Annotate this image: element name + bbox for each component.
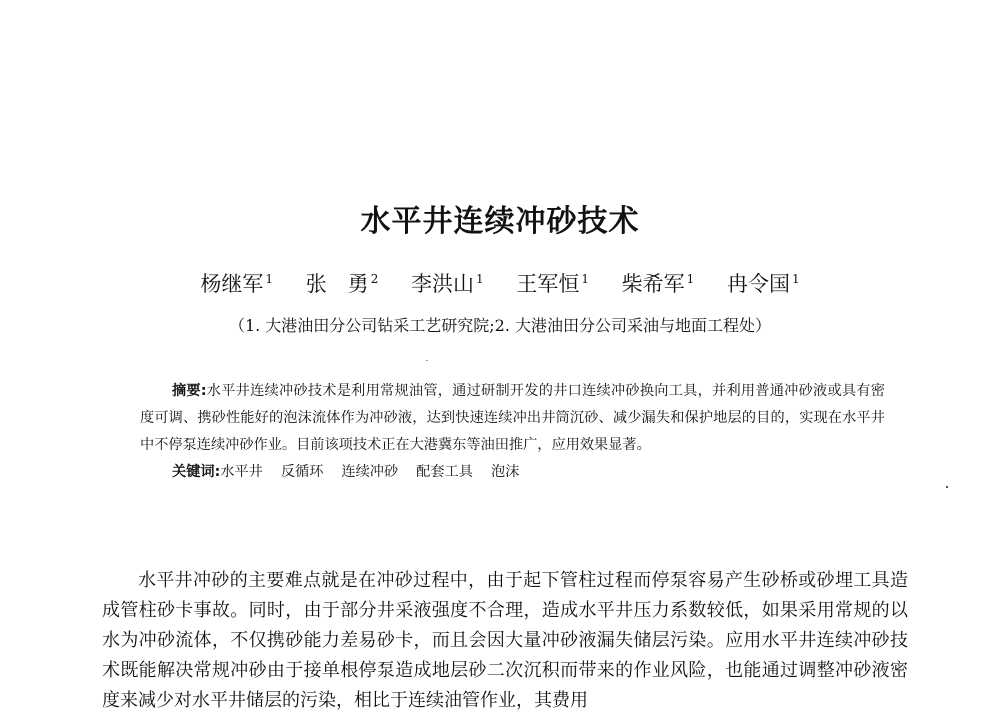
abstract-block bbox=[140, 378, 885, 486]
scan-speck bbox=[426, 360, 428, 361]
author-affiliation-mark: 1 bbox=[265, 272, 273, 286]
author bbox=[727, 268, 800, 298]
author-name: 柴希军 bbox=[621, 272, 685, 296]
scan-speck bbox=[946, 486, 948, 488]
author bbox=[411, 268, 484, 298]
abstract-paragraph bbox=[140, 378, 885, 459]
author-name: 冉令国 bbox=[727, 272, 790, 296]
keyword: 连续冲砂 bbox=[341, 464, 399, 480]
keywords-line bbox=[140, 459, 885, 486]
author-affiliation-mark: 1 bbox=[581, 272, 589, 286]
author-affiliation-mark: 1 bbox=[686, 272, 695, 286]
author bbox=[622, 268, 695, 298]
affiliation-line: （1. 大港油田分公司钻采工艺研究院;2. 大港油田分公司采油与地面工程处） bbox=[228, 316, 772, 335]
keyword: 反循环 bbox=[280, 464, 324, 480]
author-name: 杨继军 bbox=[200, 272, 264, 296]
abstract-label: 摘要: bbox=[172, 383, 207, 399]
keyword: 泡沫 bbox=[490, 464, 520, 480]
author-affiliation-mark: 2 bbox=[370, 272, 379, 286]
author bbox=[306, 268, 379, 298]
body-paragraph: 水平井冲砂的主要难点就是在冲砂过程中，由于起下管柱过程而停泵容易产生砂桥或砂埋工具造成管柱砂卡事故。同时，由于部分井采液强度不合理，造成水平井压力系数较低，如果采用常规的以水为冲砂流体，不仅携砂能力差易砂卡，而且会因大量冲砂液漏失储层污染。应用水平井连续冲砂技术既能解决常规冲砂由于接单根停泵造成地层砂二次沉积而带来的作业风险，也能通过调整冲砂液密度来减少对水平井储层的污染，相比于连续油管作业，其费用 bbox=[102, 570, 908, 711]
body-section bbox=[102, 566, 908, 716]
abstract-text: 水平井连续冲砂技术是利用常规油管，通过研制开发的井口连续冲砂换向工具，并利用普通冲砂液或具有密度可调、携砂性能好的泡沫流体作为冲砂液，达到快速连续冲出井筒沉砂、减少漏失和保护地层的目的，实现在水平井中不停泵连续冲砂作业。目前该项技术正在大港冀东等油田推广，应用效果显著。 bbox=[140, 383, 885, 453]
author-list bbox=[0, 268, 1000, 298]
author-name: 张 勇 bbox=[305, 272, 369, 296]
author-affiliation-mark: 1 bbox=[476, 272, 484, 286]
author bbox=[200, 268, 273, 298]
author-name: 李洪山 bbox=[411, 272, 475, 296]
keywords-label: 关键词: bbox=[172, 464, 221, 480]
paper-title: 水平井连续冲砂技术 bbox=[360, 204, 640, 239]
author-name: 王军恒 bbox=[516, 272, 580, 296]
keyword: 配套工具 bbox=[416, 464, 473, 480]
author bbox=[516, 268, 589, 298]
keyword: 水平井 bbox=[220, 464, 263, 480]
author-affiliation-mark: 1 bbox=[792, 272, 800, 286]
